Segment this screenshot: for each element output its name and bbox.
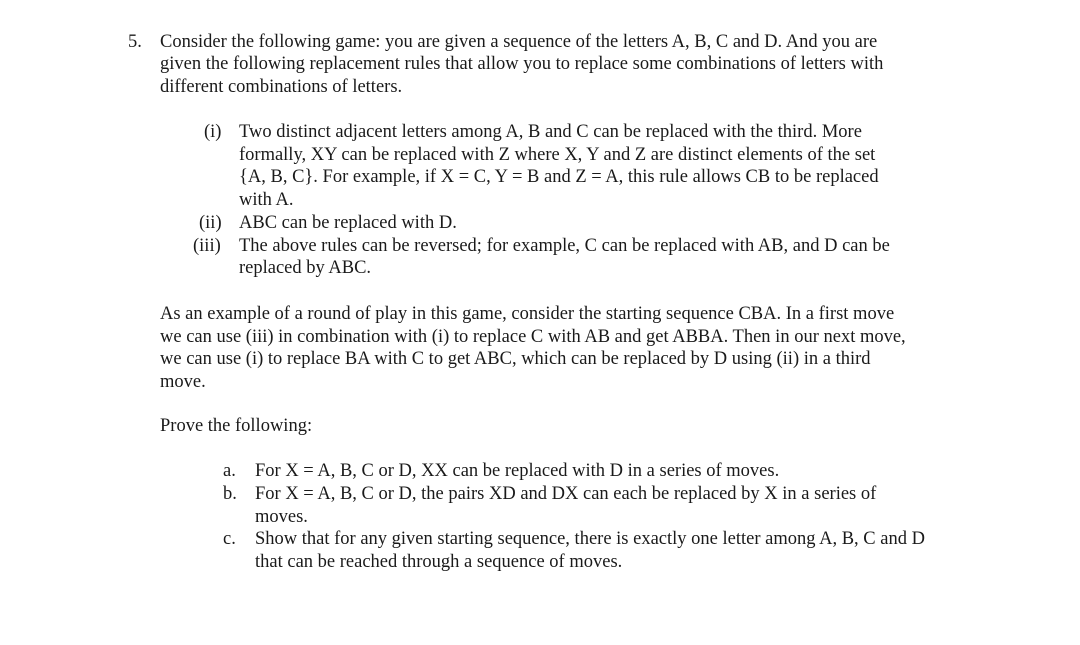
- example-line-3: we can use (i) to replace BA with C to get ABC, which can be replaced by D using (ii) in a third: [160, 349, 871, 369]
- rule-i-line-2: formally, XY can be replaced with Z where X, Y and Z are distinct elements of the set: [239, 145, 876, 165]
- prove-heading: Prove the following:: [160, 416, 313, 436]
- rule-iii-line-1: The above rules can be reversed; for example, C can be replaced with AB, and D can be: [239, 236, 890, 256]
- part-label-b: b.: [223, 484, 237, 504]
- problem-number: 5.: [128, 32, 142, 52]
- part-c-line-2: that can be reached through a sequence of moves.: [255, 552, 623, 572]
- intro-line-1: Consider the following game: you are given a sequence of the letters A, B, C and D. And you are: [160, 32, 878, 52]
- intro-line-2: given the following replacement rules that allow you to replace some combinations of letters with: [160, 54, 884, 74]
- part-a-line-1: For X = A, B, C or D, XX can be replaced with D in a series of moves.: [255, 461, 780, 481]
- rule-i-line-4: with A.: [239, 190, 294, 210]
- example-line-1: As an example of a round of play in this game, consider the starting sequence CBA. In a first move: [160, 304, 895, 324]
- rule-label-iii: (iii): [193, 236, 221, 256]
- part-label-a: a.: [223, 461, 236, 481]
- example-line-4: move.: [160, 372, 206, 392]
- rule-ii-line-1: ABC can be replaced with D.: [239, 213, 457, 233]
- part-b-line-1: For X = A, B, C or D, the pairs XD and DX can each be replaced by X in a series of: [255, 484, 877, 504]
- part-c-line-1: Show that for any given starting sequence, there is exactly one letter among A, B, C and D: [255, 529, 925, 549]
- rule-label-i: (i): [204, 122, 222, 142]
- rule-label-ii: (ii): [199, 213, 222, 233]
- intro-line-3: different combinations of letters.: [160, 77, 403, 97]
- rule-i-line-3: {A, B, C}. For example, if X = C, Y = B and Z = A, this rule allows CB to be replaced: [239, 167, 879, 187]
- rule-i-line-1: Two distinct adjacent letters among A, B and C can be replaced with the third. More: [239, 122, 862, 142]
- part-label-c: c.: [223, 529, 236, 549]
- rule-iii-line-2: replaced by ABC.: [239, 258, 372, 278]
- example-line-2: we can use (iii) in combination with (i) to replace C with AB and get ABBA. Then in our next move,: [160, 327, 906, 347]
- part-b-line-2: moves.: [255, 507, 308, 527]
